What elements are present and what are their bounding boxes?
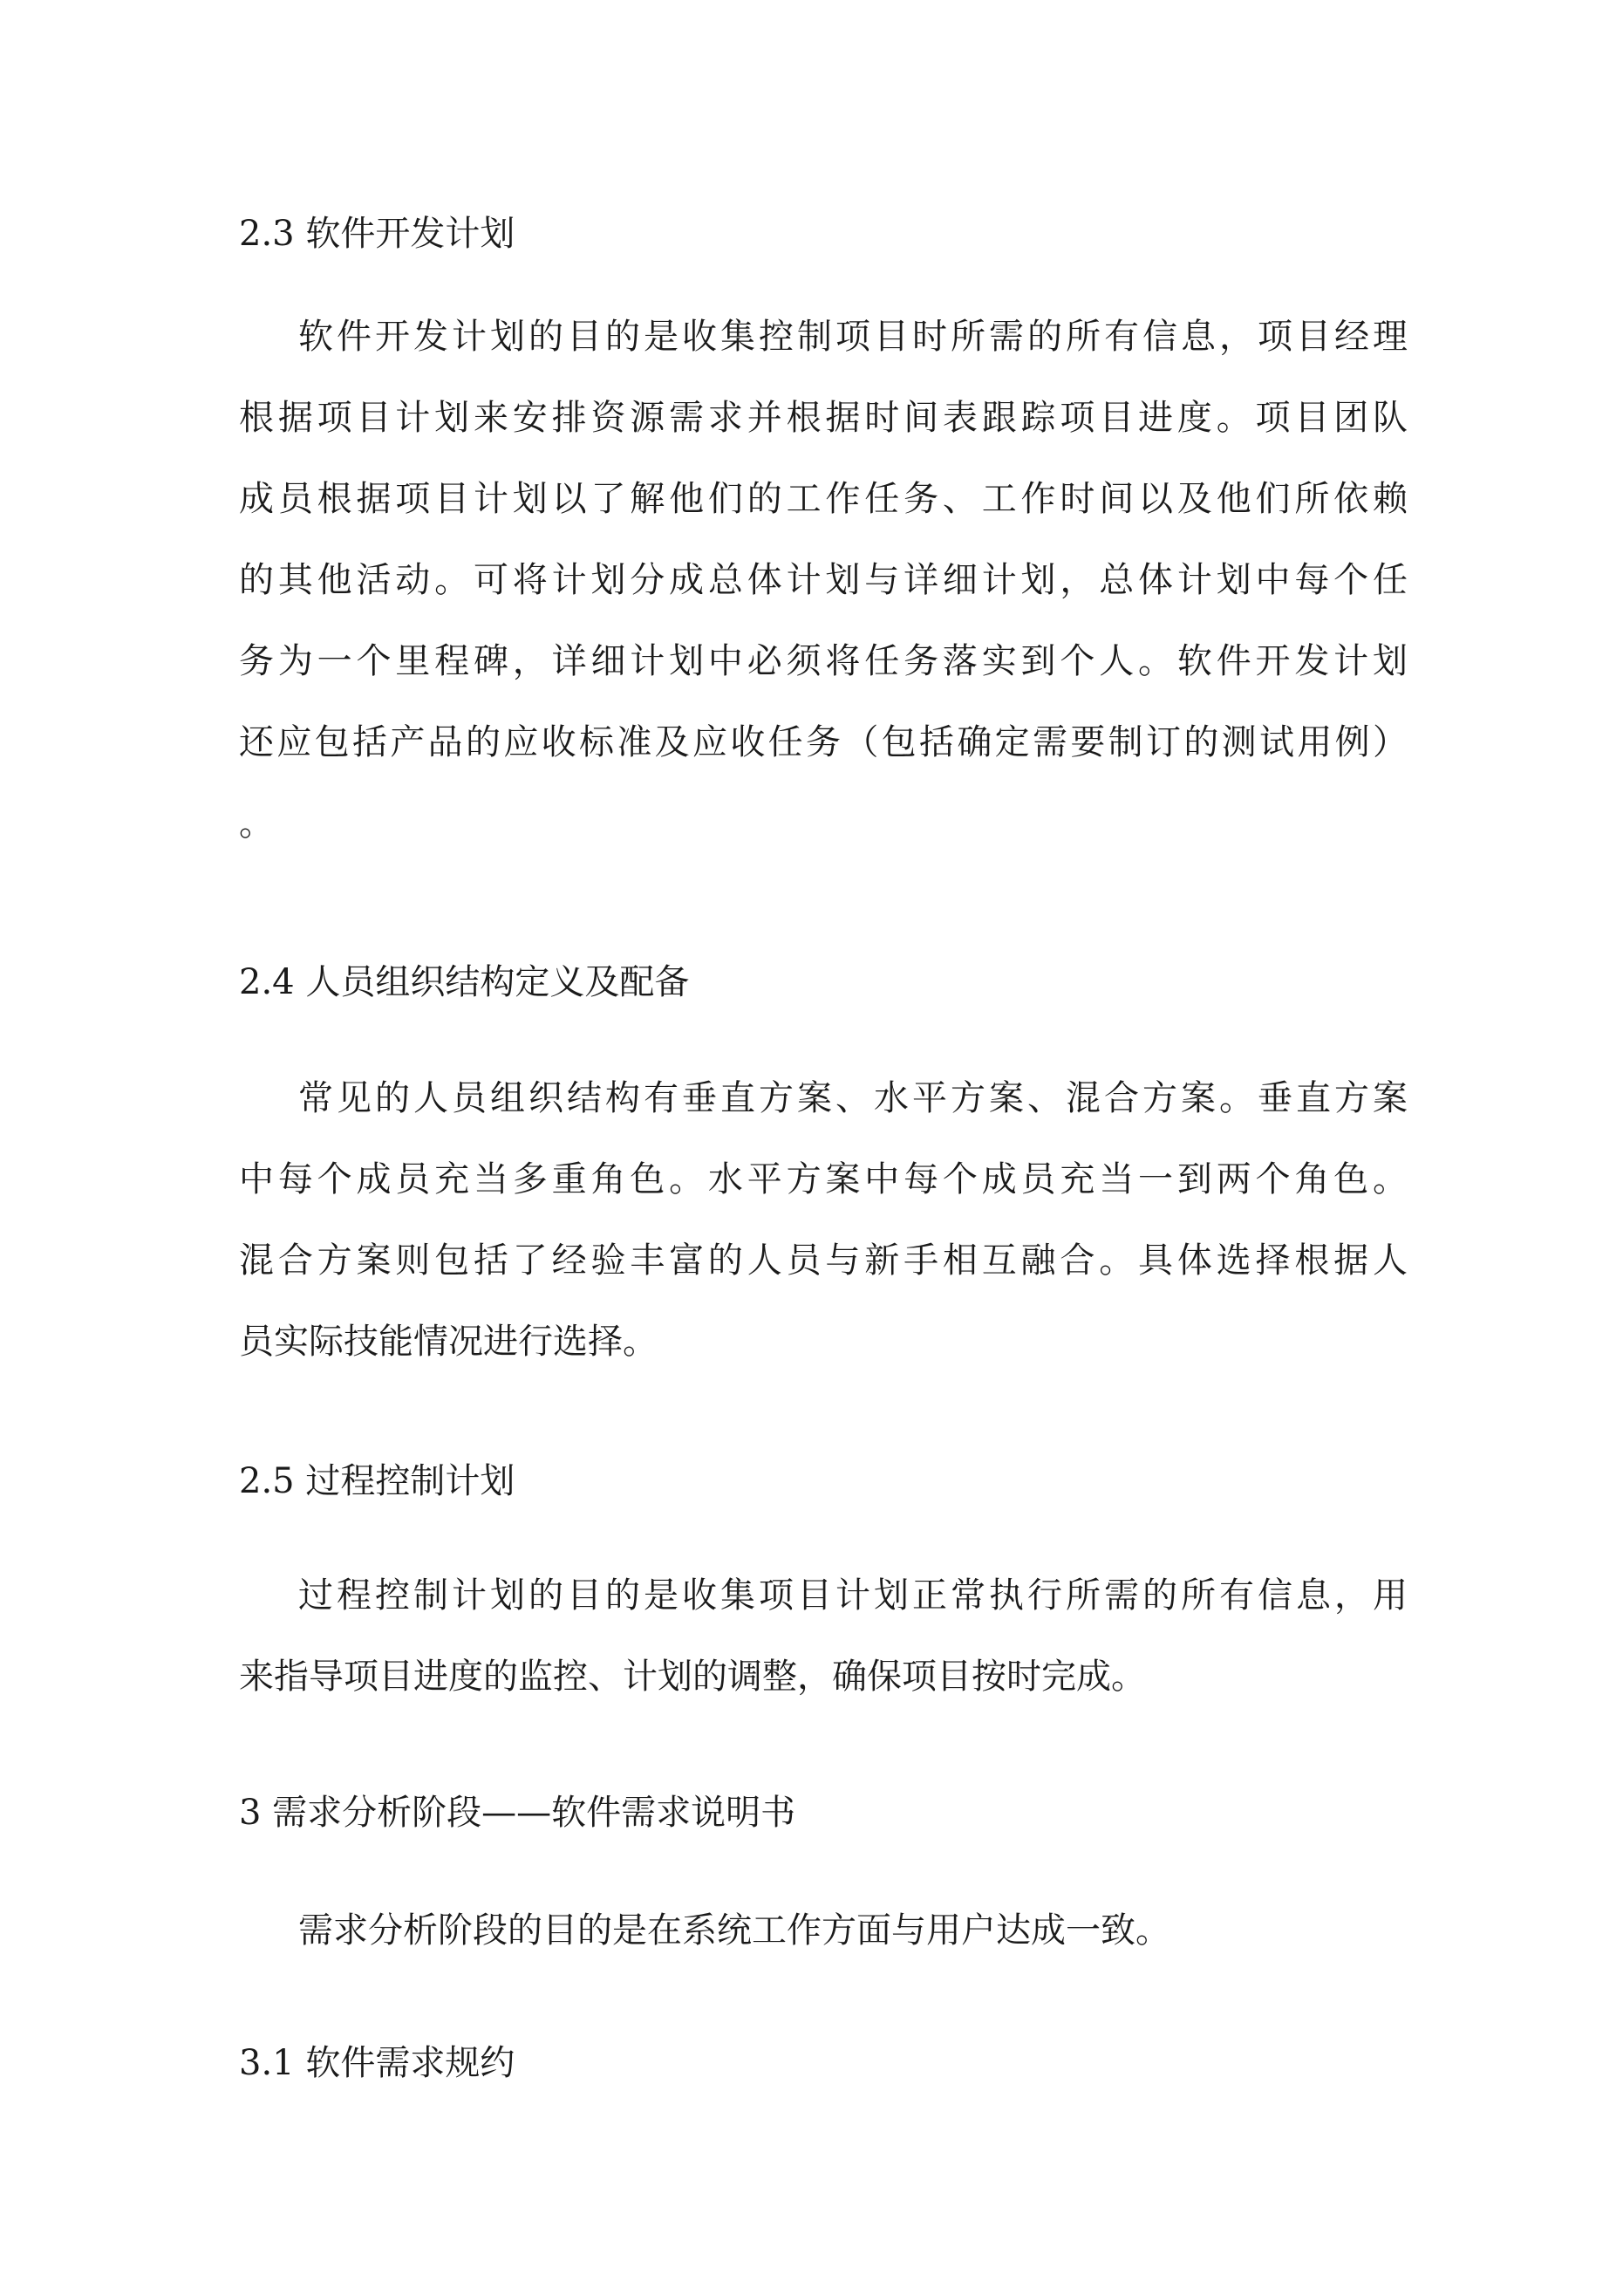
paragraph-requirements-analysis xyxy=(239,1890,1408,1971)
section-heading-3: 3 需求分析阶段——软件需求说明书 xyxy=(239,1793,796,1833)
paragraph-line: 务为一个里程碑，详细计划中必须将任务落实到个人。软件开发计划 xyxy=(239,641,1408,681)
section-heading-2-3: 2.3 软件开发计划 xyxy=(239,214,515,254)
paragraph-line: 的其他活动。可将计划分成总体计划与详细计划，总体计划中每个任 xyxy=(239,560,1408,600)
paragraph-line: 成员根据项目计划以了解他们的工作任务、工作时间以及他们所依赖 xyxy=(239,479,1408,519)
paragraph-line: 常见的人员组织结构有垂直方案、水平方案、混合方案。垂直方案 xyxy=(298,1078,1408,1118)
paragraph-line: 员实际技能情况进行选择。 xyxy=(239,1322,658,1362)
paragraph-line: 中每个成员充当多重角色。水平方案中每个成员充当一到两个角色。 xyxy=(239,1159,1408,1199)
paragraph-line: 混合方案则包括了经验丰富的人员与新手相互融合。具体选择根据人 xyxy=(239,1240,1408,1281)
section-heading-2-4: 2.4 人员组织结构定义及配备 xyxy=(239,962,690,1002)
paragraph-line: 还应包括产品的应收标准及应收任务（包括确定需要制订的测试用例） xyxy=(239,722,1408,762)
paragraph-process-control-plan xyxy=(239,1555,1408,1718)
paragraph-line: 过程控制计划的目的是收集项目计划正常执行所需的所有信息，用 xyxy=(298,1575,1408,1616)
paragraph-line: 来指导项目进度的监控、计划的调整，确保项目按时完成。 xyxy=(239,1657,1146,1697)
paragraph-line: 需求分析阶段的目的是在系统工作方面与用户达成一致。 xyxy=(298,1910,1170,1951)
paragraph-line: 根据项目计划来安排资源需求并根据时间表跟踪项目进度。项目团队 xyxy=(239,398,1408,438)
paragraph-software-development-plan xyxy=(239,297,1408,864)
paragraph-staff-organization xyxy=(239,1058,1408,1383)
section-heading-2-5: 2.5 过程控制计划 xyxy=(239,1461,515,1501)
section-heading-3-1: 3.1 软件需求规约 xyxy=(239,2043,515,2083)
paragraph-line: 。 xyxy=(239,803,274,844)
paragraph-line: 软件开发计划的目的是收集控制项目时所需的所有信息，项目经理 xyxy=(298,317,1408,357)
